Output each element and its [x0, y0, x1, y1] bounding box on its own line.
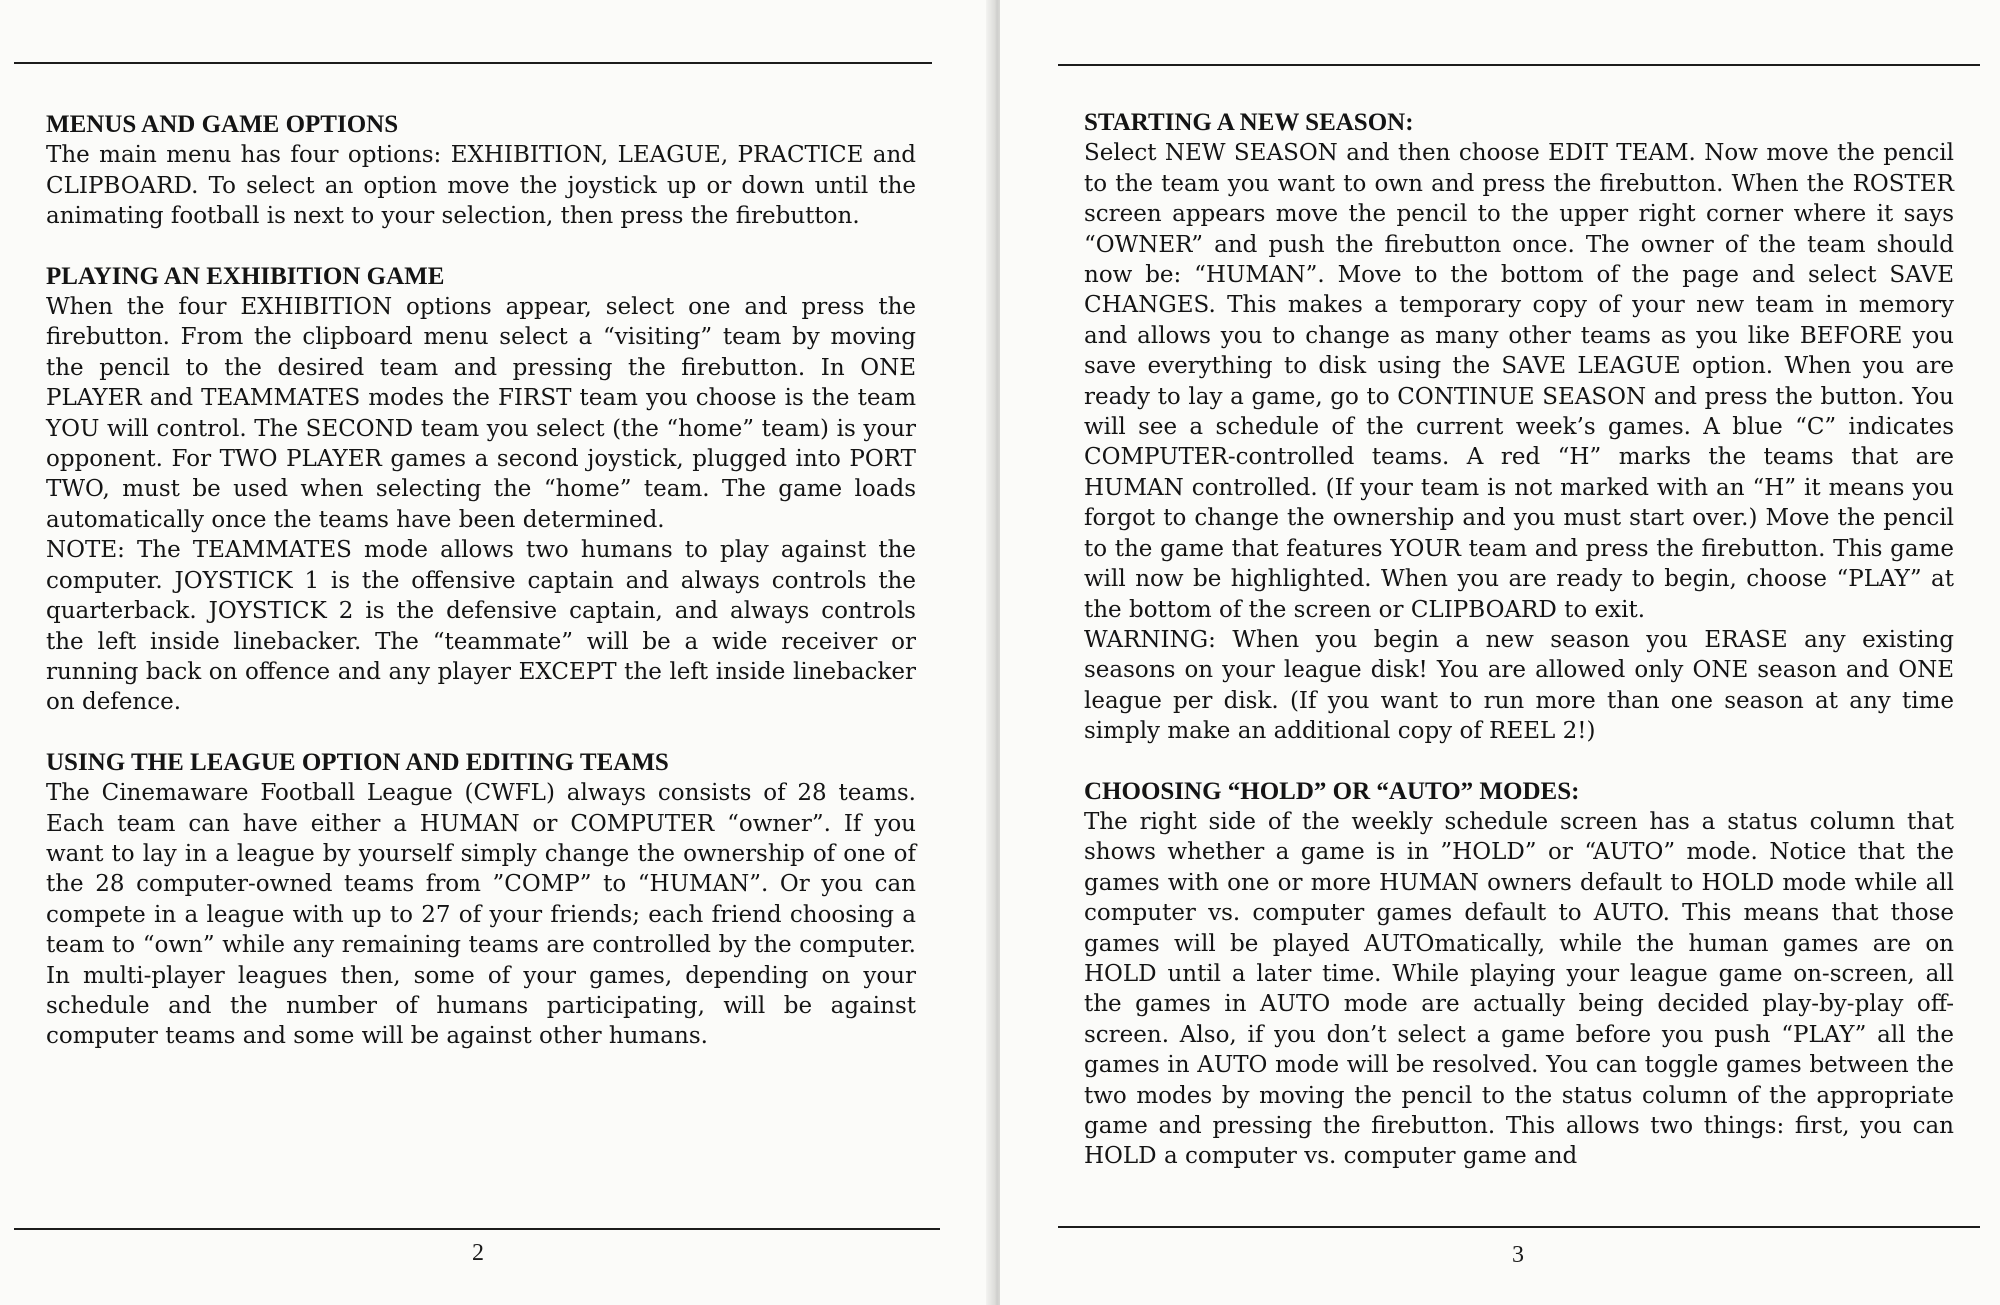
page-number: 3 — [1512, 1242, 1524, 1268]
left-page — [0, 0, 994, 1305]
top-rule — [14, 62, 932, 64]
bottom-rule — [14, 1228, 940, 1230]
body-paragraph: When the four EXHIBITION options appear, select one and press the firebutton. From the clipboard menu select a “visiting” team by moving the pencil to the desired team and pressing the firebutton. In ONE PLAYER and TEAMMATES modes the FIRST team you choose is the team YOU will control. The SECOND team you select (the “home” team) is your opponent. For TWO PLAYER games a second joystick, plugged into PORT TWO, must be used when selecting the “home” team. The game loads automatically once the teams have been determined. — [46, 294, 916, 533]
right-page-body — [1084, 108, 1954, 1172]
left-page-body — [46, 110, 916, 1052]
section-heading: STARTING A NEW SEASON: — [1084, 109, 1414, 136]
body-paragraph: The main menu has four options: EXHIBITION, LEAGUE, PRACTICE and CLIPBOARD. To select an option move the joystick up or down until the animating football is next to your selection, then press the firebutton. — [46, 142, 916, 230]
right-page — [1000, 0, 2000, 1305]
bottom-rule — [1058, 1226, 1980, 1228]
body-paragraph: Select NEW SEASON and then choose EDIT TEAM. Now move the pencil to the team you want to own and press the firebutton. When the ROSTER screen appears move the pencil to the upper right corner where it says “OWNER” and push the firebutton once. The owner of the team should now be: “HUMAN”. Move to the bottom of the page and select SAVE CHANGES. This makes a temporary copy of your new team in memory and allows you to change as many other teams as you like BEFORE you save everything to disk using the SAVE LEAGUE option. When you are ready to lay a game, go to CONTINUE SEASON and press the button. You will see a schedule of the current week’s games. A blue “C” indicates COMPUTER-controlled teams. A red “H” marks the teams that are HUMAN controlled. (If your team is not marked with an “H” it means you forgot to change the ownership and you must start over.) Move the pencil to the game that features YOUR team and press the firebutton. This game will now be highlighted. When you are ready to begin, choose “PLAY” at the bottom of the screen or CLIPBOARD to exit. — [1084, 140, 1954, 623]
body-paragraph: The Cinemaware Football League (CWFL) always consists of 28 teams. Each team can have either a HUMAN or COMPUTER “owner”. If you want to lay in a league by yourself simply change the ownership of one of the 28 computer-owned teams from ”COMP” to “HUMAN”. Or you can compete in a league with up to 27 of your friends; each friend choosing a team to “own” while any remaining teams are controlled by the computer. In multi-player leagues then, some of your games, depending on your schedule and the number of humans participating, will be against computer teams and some will be against other humans. — [46, 780, 916, 1050]
note-paragraph: NOTE: The TEAMMATES mode allows two humans to play against the computer. JOYSTICK 1 is the offensive captain and always controls the quarterback. JOYSTICK 2 is the defensive captain, and always controls the left inside linebacker. The “teammate” will be a wide receiver or running back on offence and any player EXCEPT the left inside linebacker on defence. — [46, 537, 916, 716]
section-heading: PLAYING AN EXHIBITION GAME — [46, 262, 445, 290]
warning-paragraph: WARNING: When you begin a new season you ERASE any existing seasons on your league disk! You are allowed only ONE season and ONE league per disk. (If you want to run more than one season at any time simply make an additional copy of REEL 2!) — [1084, 626, 1954, 745]
section-heading: CHOOSING “HOLD” OR “AUTO” MODES: — [1084, 777, 1580, 805]
body-paragraph: The right side of the weekly schedule screen has a status column that shows whether a game is in ”HOLD” or “AUTO” mode. Notice that the games with one or more HUMAN owners default to HOLD mode while all computer vs. computer games default to AUTO. This means that those games will be played AUTOmatically, while the human games are on HOLD until a later time. While playing your league game on-screen, all the games in AUTO mode are actually being decided play-by-play off-screen. Also, if you don’t select a game before you push “PLAY” all the games in AUTO mode will be resolved. You can toggle games between the two modes by moving the pencil to the status column of the appropriate game and pressing the firebutton. This allows two things: first, you can HOLD a computer vs. computer game and — [1084, 808, 1954, 1170]
page-number: 2 — [472, 1240, 484, 1266]
top-rule — [1058, 64, 1980, 66]
section-heading: USING THE LEAGUE OPTION AND EDITING TEAMS — [46, 748, 669, 776]
section-heading: MENUS AND GAME OPTIONS — [46, 111, 399, 138]
